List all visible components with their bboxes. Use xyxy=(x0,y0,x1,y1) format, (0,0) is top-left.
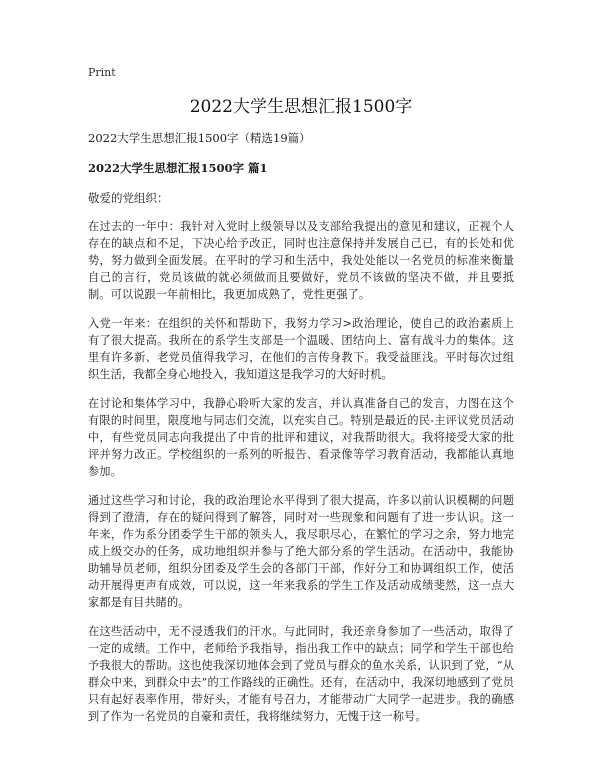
paragraph-2: 入党一年来：在组织的关怀和帮助下，我努力学习>政治理论，使自己的政治素质上有了很大提高。我所在的系学生支部是一个温暖、团结向上、富有战斗力的集体。这里有许多新、老党员值得我学习，在他们的言传身教下。我受益匪浅。平时每次过组织生活，我都全身心地投入，我知道这是我学习的大好时机。 xyxy=(88,317,514,381)
paragraph-3: 在讨论和集体学习中，我静心聆听大家的发言，并认真准备自己的发言，力图在这个有限的时间里，限度地与同志们交流，以充实自己。特别是最近的民-主评议党员活动中，有些党员同志向我提出了中肯的批评和建议，对我帮助很大。我将接受大家的批评并努力改正。学校组织的一系列的听报告、看录像等学习教育活动，我都能认真地参加。 xyxy=(88,397,514,478)
salutation: 敬爱的党组织： xyxy=(88,191,169,205)
paragraph-1: 在过去的一年中：我针对入党时上级领导以及支部给我提出的意见和建议，正视个人存在的缺点和不足，下决心给予改正，同时也注意保持并发展自己已，有的长处和优势，努力做到全面发展。在平时的学习和生活中，我处处能以一名党员的标准来衡量自己的言行，党员该做的就必须做而且要做好，党员不该做的坚决不做，并且要抵制。可以说跟一年前相比，我更加成熟了，党性更强了。 xyxy=(88,220,514,301)
document-subtitle: 2022大学生思想汇报1500字（精选19篇） xyxy=(88,131,311,145)
section-heading: 2022大学生思想汇报1500字 篇1 xyxy=(88,161,268,175)
paragraph-4: 通过这些学习和讨论，我的政治理论水平得到了很大提高，许多以前认识模糊的问题得到了澄清，存在的疑问得到了解答，同时对一些现象和问题有了进一步认识。这一年来，作为系分团委学生干部的领头人，我尽职尽心，在繁忙的学习之余，努力地完成上级交办的任务，成功地组织并参与了绝大部分系的学生活动。在活动中，我能协助辅导员老师，组织分团委及学生会的各部门干部，作好分工和协调组织工作，使活动开展得更声有成效，可以说，这一年来我系的学生工作及活动成绩斐然，这一点大家都是有目共睹的。 xyxy=(88,494,514,609)
document-page xyxy=(88,66,514,737)
print-label[interactable]: Print xyxy=(88,66,116,79)
document-title: 2022大学生思想汇报1500字 xyxy=(189,97,413,117)
paragraph-5: 在这些活动中，无不浸透我们的汗水。与此同时，我还亲身参加了一些活动，取得了一定的成绩。工作中，老师给予我指导，指出我工作中的缺点；同学和学生干部也给予我很大的帮助。这也使我深切地体会到了党员与群众的鱼水关系，认识到了党，“从群众中来，到群众中去”的工作路线的正确性。还有，在活动中，我深切地感到了党员只有起好表率作用，带好头，才能有号召力，才能带动广大同学一起进步。我的确感到了作为一名党员的自豪和责任，我将继续努力，无愧于这一称号。 xyxy=(88,625,514,723)
